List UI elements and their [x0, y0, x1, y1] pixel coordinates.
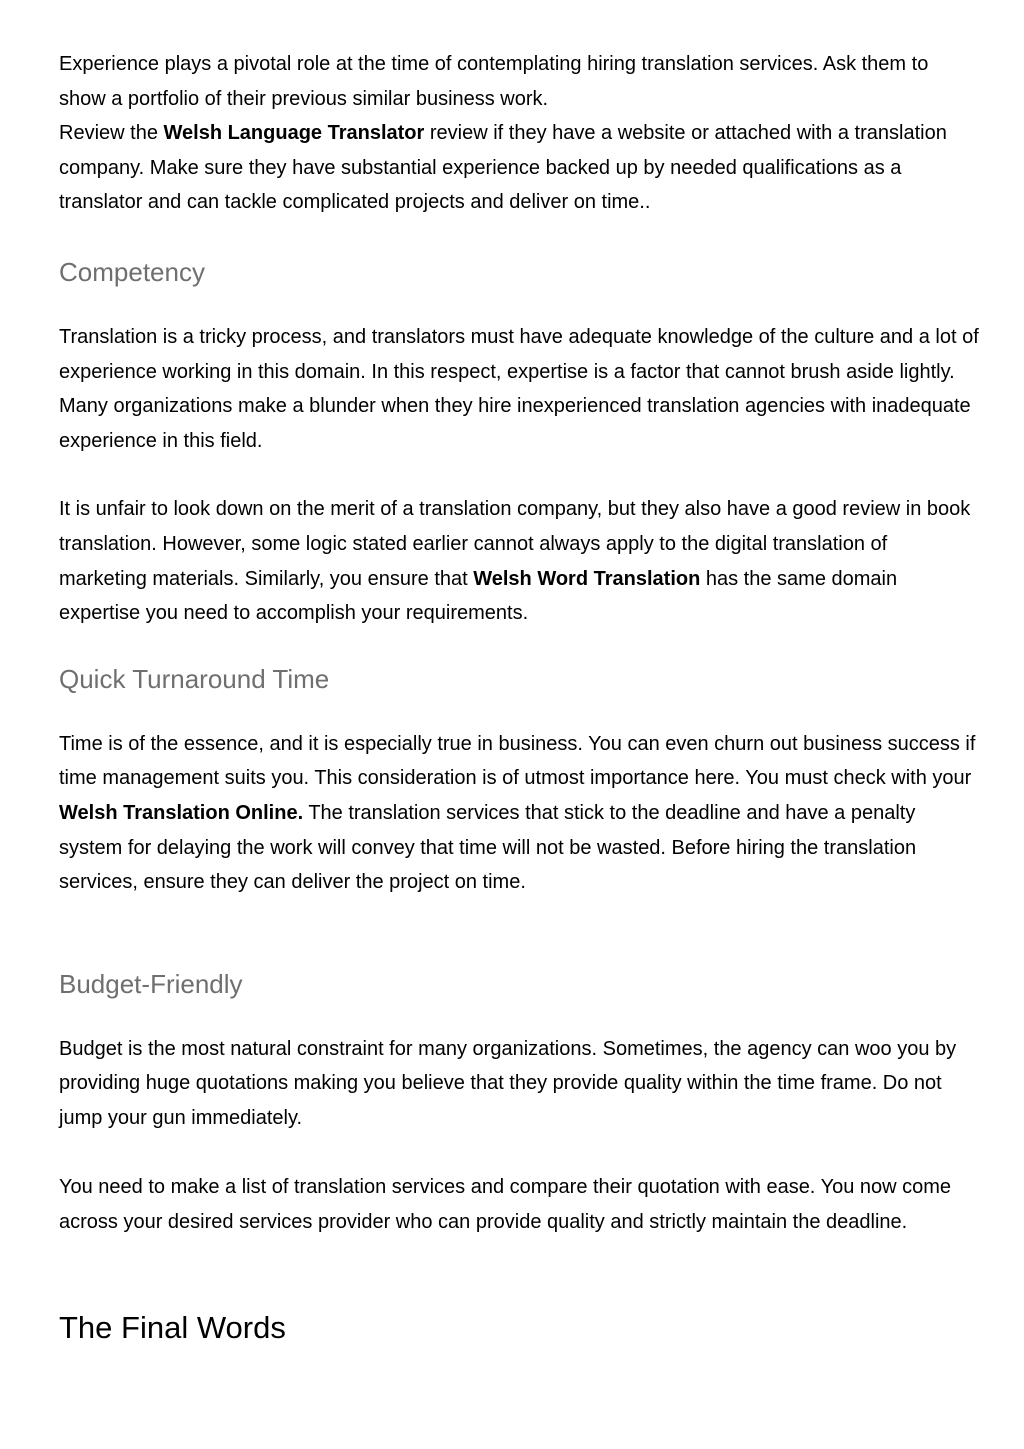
- keyword-welsh-translation-online: Welsh Translation Online.: [59, 801, 304, 824]
- text-run: has the same domain expertise you need to accomplish your requirements.: [59, 567, 898, 625]
- document-page: [59, 47, 979, 1348]
- text-run: Time is of the essence, and it is especially true in business. You can even churn out business success if time management suits you. This consideration is of utmost importance here. You must check with your: [59, 732, 976, 790]
- text-run: Review the: [59, 122, 164, 145]
- experience-review-paragraph: [59, 116, 979, 220]
- keyword-welsh-language-translator: Welsh Language Translator: [163, 122, 425, 145]
- section-heading-final-words: The Final Words: [59, 1309, 286, 1345]
- competency-paragraph-2: [59, 492, 979, 630]
- competency-paragraph-1: Translation is a tricky process, and translators must have adequate knowledge of the culture and a lot of experience working in this domain. In this respect, expertise is a factor that cannot brush aside lightly. Many organizations make a blunder when they hire inexperienced translation agencies with inadequate experience in this field.: [59, 325, 979, 452]
- keyword-welsh-word-translation: Welsh Word Translation: [473, 567, 701, 590]
- text-run: The translation services that stick to the deadline and have a penalty system for delaying the work will convey that time will not be wasted. Before hiring the translation services, ensure they can deliver the project on time.: [59, 801, 917, 894]
- text-run: It is unfair to look down on the merit of a translation company, but they also have a good review in book translation. However, some logic stated earlier cannot always apply to the digital translation of marketing materials. Similarly, you ensure that: [59, 498, 971, 590]
- section-heading-competency: Competency: [59, 256, 205, 287]
- experience-paragraph: Experience plays a pivotal role at the time of contemplating hiring translation services. Ask them to show a portfolio of their previous similar business work.: [59, 53, 929, 110]
- section-heading-budget-friendly: Budget-Friendly: [59, 968, 243, 999]
- section-heading-quick-turnaround: Quick Turnaround Time: [59, 663, 330, 694]
- budget-paragraph-2: You need to make a list of translation services and compare their quotation with ease. You now come across your desired services provider who can provide quality and strictly maintain the deadline.: [59, 1176, 952, 1234]
- text-run: review if they have a website or attached with a translation company. Make sure they have substantial experience backed up by needed qualifications as a translator and can tackle complicated projects and deliver on time..: [59, 122, 947, 214]
- turnaround-paragraph: [59, 727, 979, 900]
- budget-paragraph-1: Budget is the most natural constraint for many organizations. Sometimes, the agency can woo you by providing huge quotations making you believe that they provide quality within the time frame. Do not jump your gun immediately.: [59, 1037, 957, 1129]
